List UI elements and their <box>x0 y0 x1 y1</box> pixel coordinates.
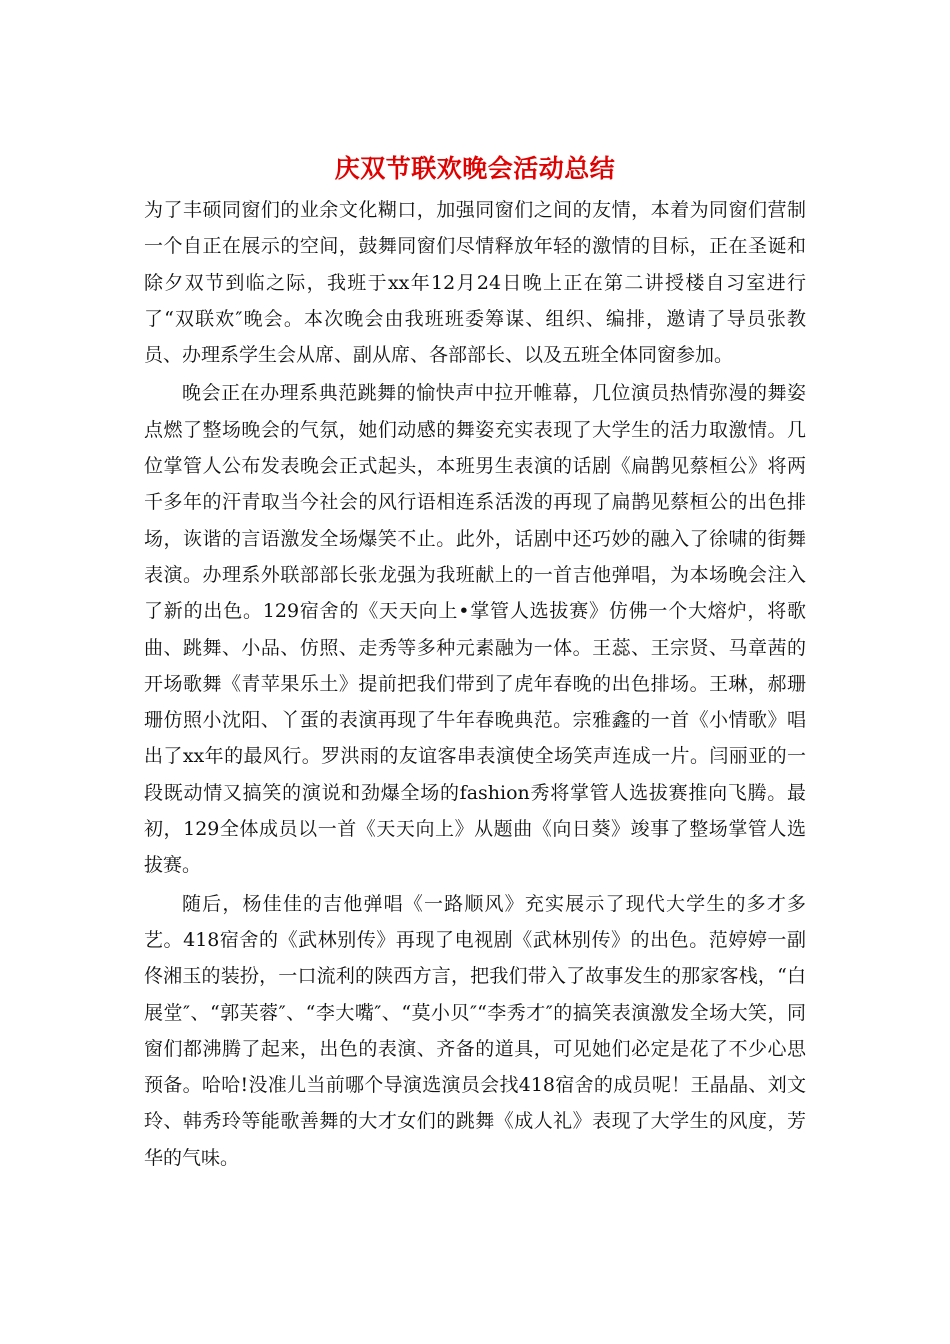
document-body <box>144 192 806 1176</box>
paragraph-3: 随后，杨佳佳的吉他弹唱《一路顺风》充实展示了现代大学生的多才多艺。418宿舍的《武林别传》再现了电视剧《武林别传》的出色。范婷婷一副佟湘玉的装扮，一口流利的陕西方言，把我们带入了故事发生的那家客栈，“白展堂″、“郭芙蓉″、“李大嘴″、“莫小贝″“李秀才″的搞笑表演激发全场大笑，同窗们都沸腾了起来，出色的表演、齐备的道具，可见她们必定是花了不少心思预备。哈哈!没准儿当前哪个导演选演员会找418宿舍的成员呢！王晶晶、刘文玲、韩秀玲等能歌善舞的大才女们的跳舞《成人礼》表现了大学生的风度，芳华的气味。 <box>144 892 806 1169</box>
paragraph-1: 为了丰硕同窗们的业余文化糊口，加强同窗们之间的友情，本着为同窗们营制一个自正在展示的空间，鼓舞同窗们尽情释放年轻的激情的目标，正在圣诞和除夕双节到临之际，我班于xx年12月24日晚上正在第二讲授楼自习室进行了“双联欢″晚会。本次晚会由我班班委筹谋、组织、编排，邀请了导员张教员、办理系学生会从席、副从席、各部部长、以及五班全体同窗参加。 <box>144 199 806 367</box>
paragraph-2: 晚会正在办理系典范跳舞的愉快声中拉开帷幕，几位演员热情弥漫的舞姿点燃了整场晚会的气氛，她们动感的舞姿充实表现了大学生的活力取激情。几位掌管人公布发表晚会正式起头，本班男生表演的话剧《扁鹊见蔡桓公》将两千多年的汗青取当今社会的风行语相连系活泼的再现了扁鹊见蔡桓公的出色排场，诙谐的言语激发全场爆笑不止。此外，话剧中还巧妙的融入了徐啸的街舞表演。办理系外联部部长张龙强为我班献上的一首吉他弹唱，为本场晚会注入了新的出色。129宿舍的《天天向上•掌管人选拔赛》仿佛一个大熔炉，将歌曲、跳舞、小品、仿照、走秀等多种元素融为一体。王蕊、王宗贤、马章茜的开场歌舞《青苹果乐土》提前把我们带到了虎年春晚的出色排场。王琳，郝珊珊仿照小沈阳、丫蛋的表演再现了牛年春晚典范。宗雅鑫的一首《小情歌》唱出了xx年的最风行。罗洪雨的友谊客串表演使全场笑声连成一片。闫丽亚的一段既动情又搞笑的演说和劲爆全场的fashion秀将掌管人选拔赛推向飞腾。最初，129全体成员以一首《天天向上》从题曲《向日葵》竣事了整场掌管人选拔赛。 <box>144 382 806 877</box>
document-title: 庆双节联欢晚会活动总结 <box>334 154 616 183</box>
